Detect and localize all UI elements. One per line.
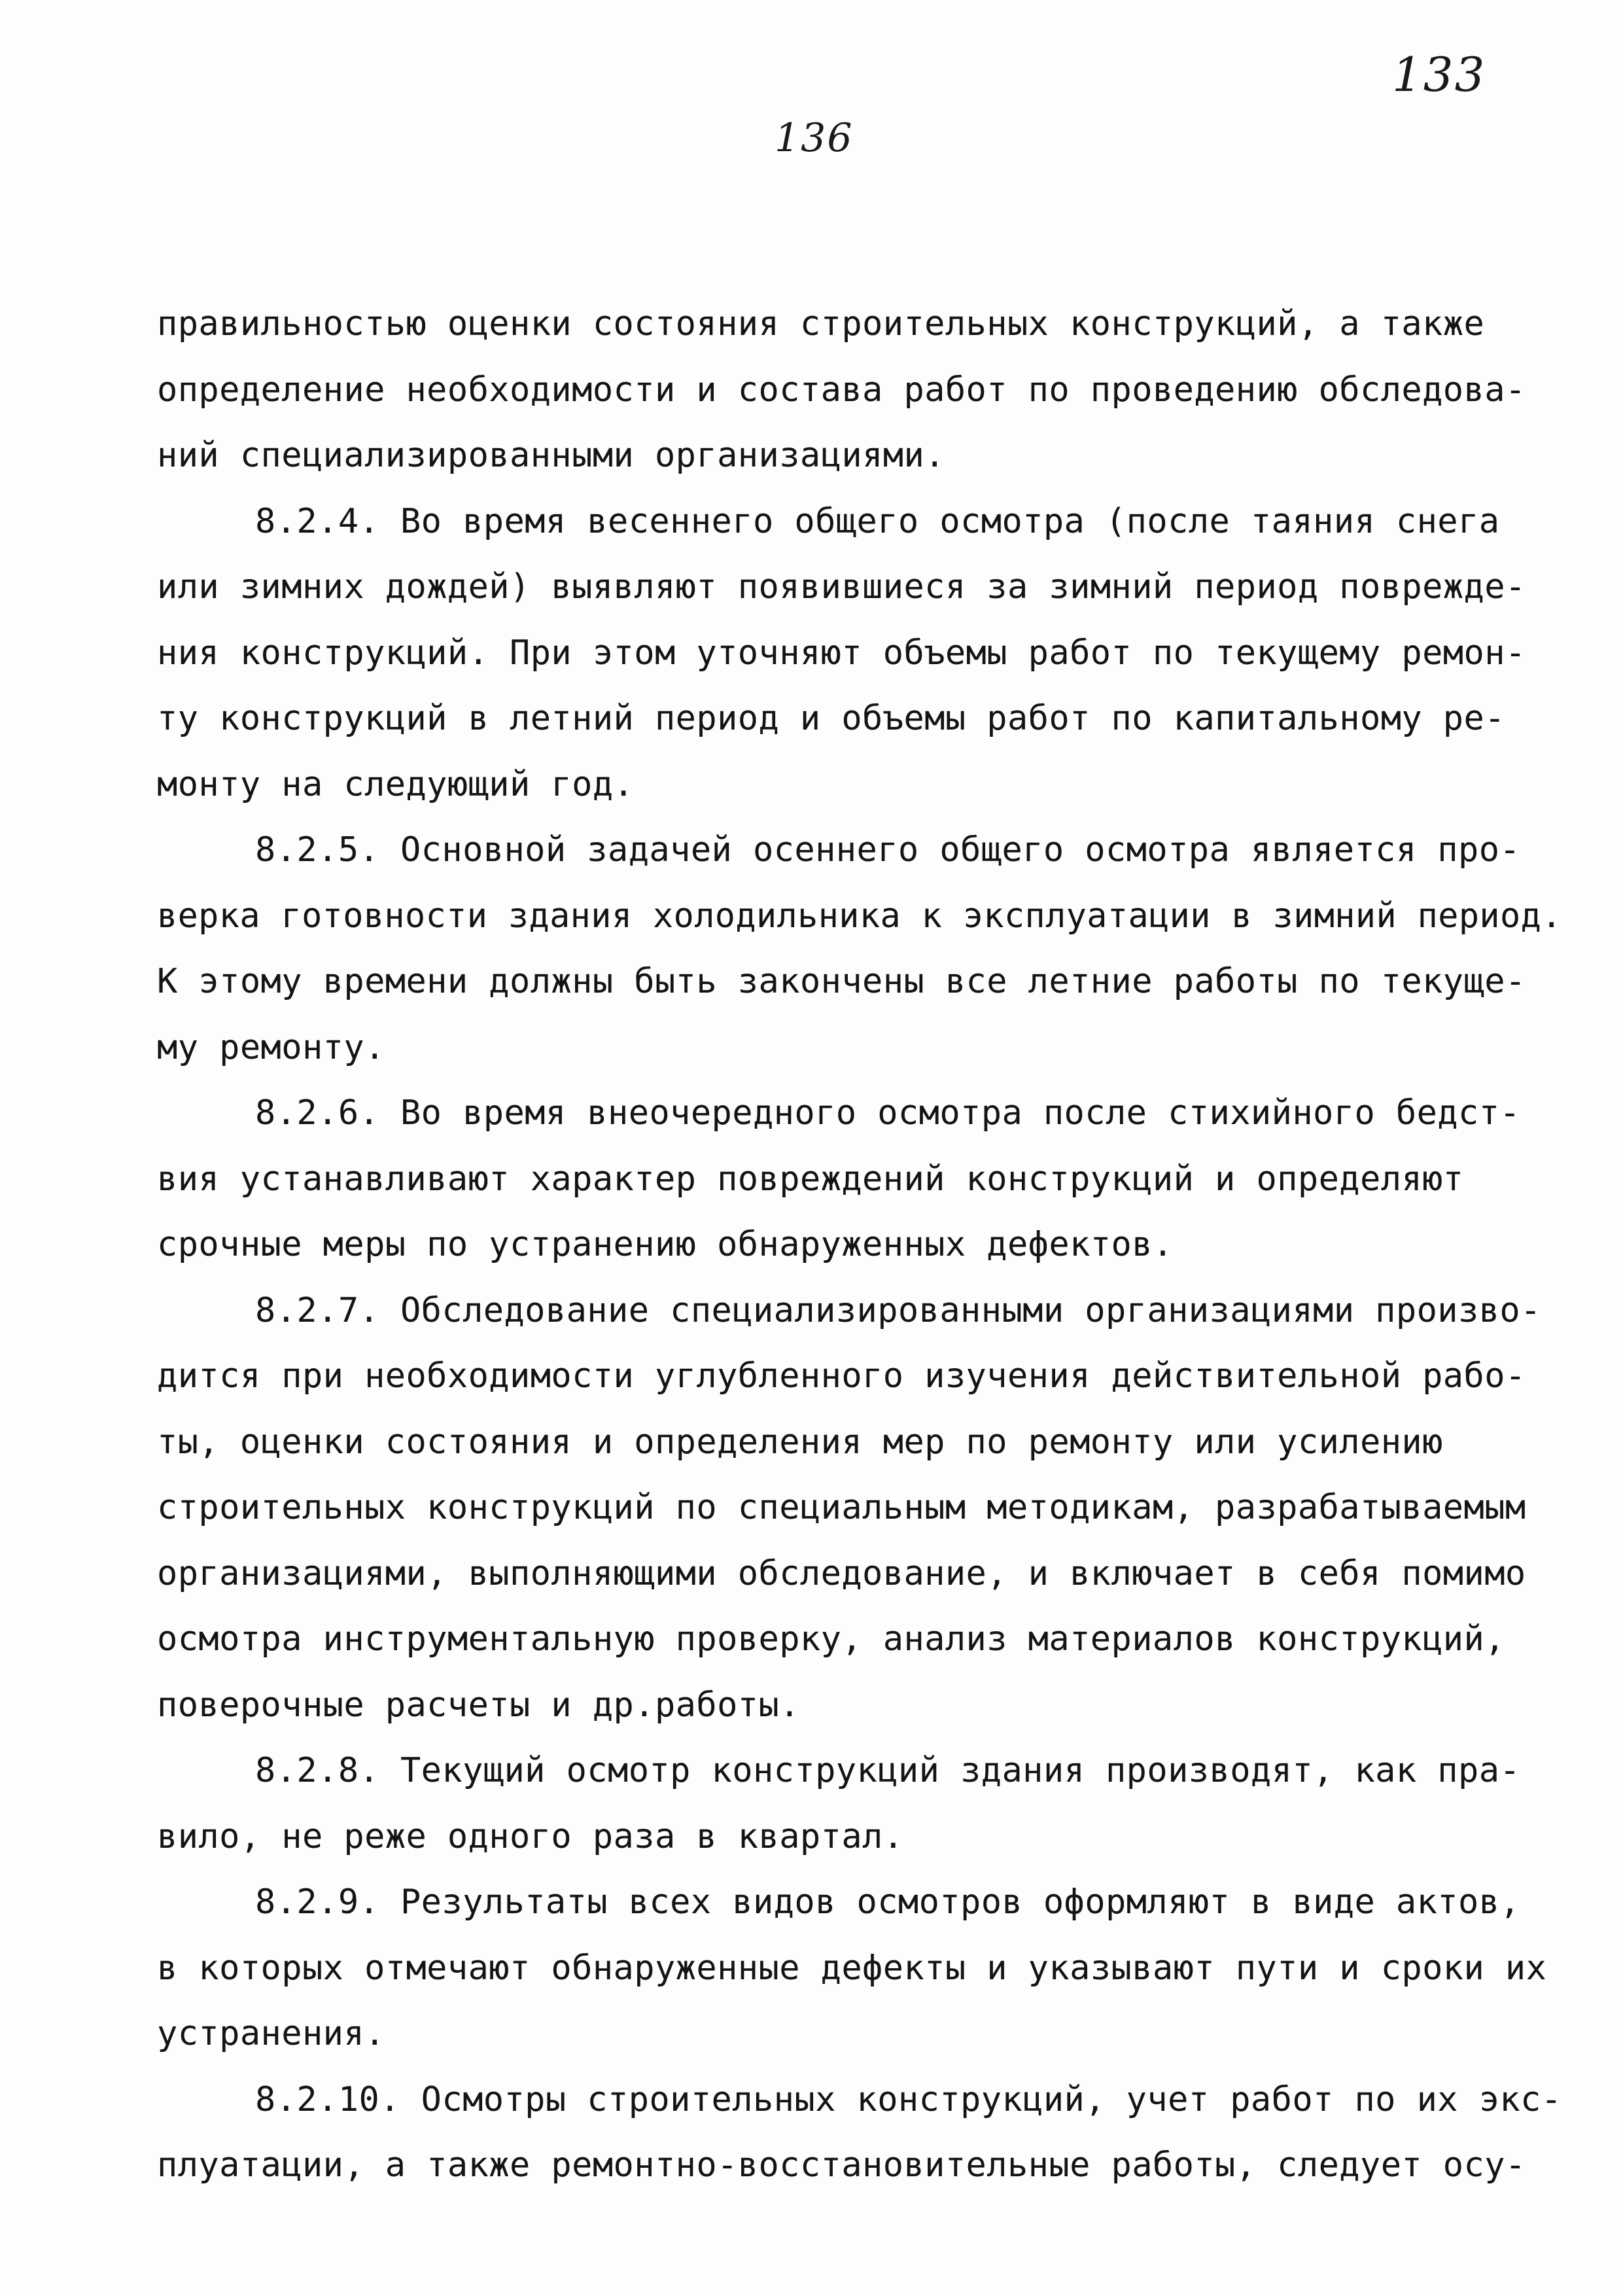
text-line: К этому времени должны быть закончены все летние работы по текуще- <box>157 962 1526 1001</box>
text-line: 8.2.8. Текущий осмотр конструкций здания производят, как пра- <box>255 1751 1521 1790</box>
archive-page-number: 133 <box>1392 47 1486 102</box>
text-line: ты, оценки состояния и определения мер по ремонту или усилению <box>157 1422 1443 1462</box>
text-line: ния конструкций. При этом уточняют объемы работ по текущему ремон- <box>157 633 1526 673</box>
page-number: 136 <box>775 115 854 161</box>
text-line: вило, не реже одного раза в квартал. <box>157 1816 904 1856</box>
text-line: монту на следующий год. <box>157 764 635 804</box>
text-line: му ремонту. <box>157 1027 385 1067</box>
text-line: плуатации, а также ремонтно-восстановительные работы, следует осу- <box>157 2146 1526 2185</box>
text-line: ту конструкций в летний период и объемы работ по капитальному ре- <box>157 699 1505 738</box>
text-line: дится при необходимости углубленного изучения действительной рабо- <box>157 1356 1526 1396</box>
text-line: осмотра инструментальную проверку, анализ материалов конструкций, <box>157 1619 1505 1659</box>
text-line: 8.2.4. Во время весеннего общего осмотра (после таяния снега <box>255 501 1500 541</box>
text-line: 8.2.9. Результаты всех видов осмотров оформляют в виде актов, <box>255 1882 1521 1922</box>
text-line: строительных конструкций по специальным методикам, разрабатываемым <box>157 1488 1526 1527</box>
text-line: поверочные расчеты и др.работы. <box>157 1685 800 1725</box>
text-line: ний специализированными организациями. <box>157 436 945 475</box>
text-line: 8.2.10. Осмотры строительных конструкций, учет работ по их экс- <box>255 2079 1562 2119</box>
text-line: вия устанавливают характер повреждений конструкций и определяют <box>157 1159 1464 1199</box>
text-line: 8.2.6. Во время внеочередного осмотра после стихийного бедст- <box>255 1093 1521 1133</box>
text-line: 8.2.7. Обследование специализированными организациями произво- <box>255 1290 1541 1330</box>
text-line: срочные меры по устранению обнаруженных дефектов. <box>157 1225 1174 1264</box>
text-line: или зимних дождей) выявляют появившиеся за зимний период поврежде- <box>157 567 1526 607</box>
text-line: 8.2.5. Основной задачей осеннего общего осмотра является про- <box>255 830 1521 870</box>
text-line: определение необходимости и состава работ по проведению обследова- <box>157 370 1526 410</box>
text-line: верка готовности здания холодильника к эксплуатации в зимний период. <box>157 896 1562 936</box>
text-line: в которых отмечают обнаруженные дефекты и указывают пути и сроки их <box>157 1948 1547 1988</box>
body-text <box>157 291 1563 2199</box>
text-line: организациями, выполняющими обследование, и включает в себя помимо <box>157 1553 1526 1593</box>
text-line: правильностью оценки состояния строительных конструкций, а также <box>157 304 1485 344</box>
text-line: устранения. <box>157 2014 385 2053</box>
